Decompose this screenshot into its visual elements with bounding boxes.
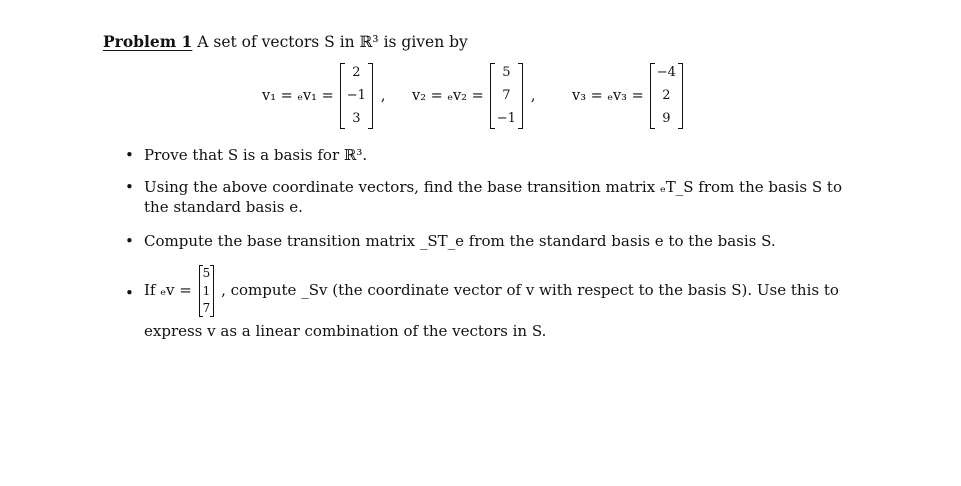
vector-v1-lhs: v₁ = ₑv₁ = <box>262 88 334 104</box>
problem-intro: A set of vectors S in ℝ³ is given by <box>197 33 468 51</box>
matrix-entry: 1 <box>202 283 211 298</box>
separator: , <box>530 88 536 104</box>
vector-v1-matrix <box>340 63 373 129</box>
item-text: Compute the base transition matrix _ST_e from the standard basis e to the basis S. <box>144 232 776 250</box>
item-line-2: express v as a linear combination of the vectors in S. <box>144 322 547 340</box>
item-prefix: If ₑv = <box>144 281 192 299</box>
matrix-entry: 2 <box>352 65 361 80</box>
problem-heading <box>103 32 468 51</box>
vector-definitions <box>262 60 722 132</box>
vector-v-matrix <box>199 265 215 317</box>
item-text: Using the above coordinate vectors, find the base transition matrix ₑT_S from the basis S to the standard basis e. <box>144 178 842 216</box>
matrix-entry: 7 <box>202 301 211 315</box>
item-suffix: , compute _Sv (the coordinate vector of v with respect to the basis S). Use this to <box>221 281 839 299</box>
bullet: • <box>125 232 134 250</box>
item-line-1 <box>144 265 864 317</box>
vector-v2-lhs: v₂ = ₑv₂ = <box>412 88 484 104</box>
list-item <box>125 263 855 340</box>
bullet: • <box>125 146 134 164</box>
matrix-entry: 9 <box>662 111 671 126</box>
vector-v1 <box>262 60 386 132</box>
matrix-entry: −4 <box>656 65 676 80</box>
vector-v3 <box>572 60 683 132</box>
matrix-entry: 3 <box>352 111 361 126</box>
problem-label: Problem 1 <box>103 32 193 51</box>
bullet: • <box>125 284 134 302</box>
vector-v2 <box>412 60 536 132</box>
vector-v3-matrix <box>650 63 683 129</box>
vector-v3-lhs: v₃ = ₑv₃ = <box>572 88 644 104</box>
item-text: Prove that S is a basis for ℝ³. <box>144 146 368 164</box>
matrix-entry: −1 <box>346 88 366 103</box>
matrix-entry: −1 <box>496 111 516 126</box>
bullet: • <box>125 178 134 196</box>
separator: , <box>380 88 386 104</box>
matrix-entry: 5 <box>202 266 211 280</box>
vector-v2-matrix <box>490 63 523 129</box>
matrix-entry: 7 <box>502 88 511 103</box>
matrix-entry: 5 <box>502 65 511 80</box>
matrix-entry: 2 <box>662 88 671 103</box>
